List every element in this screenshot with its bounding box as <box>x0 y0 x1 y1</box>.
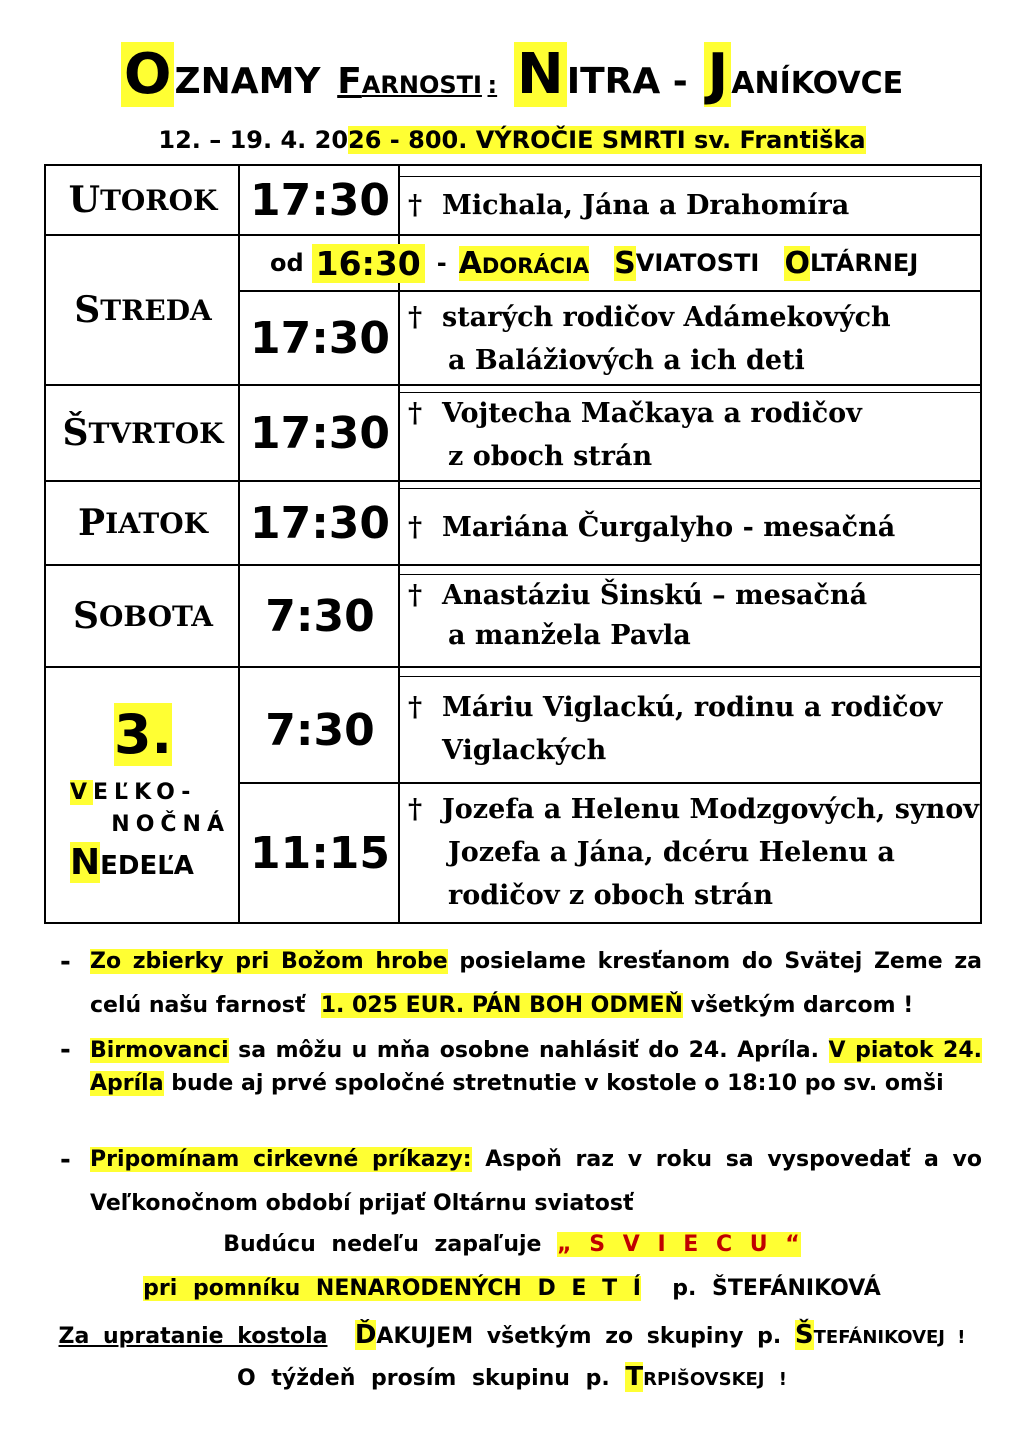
announcement-confirmation: - Birmovanci sa môžu u mňa osobne nahlásiť do 24. Apríla. V piatok 24. Apríla bude aj prvé spoločné stretnutie v kostole o 18:10 po sv. omši <box>60 1035 982 1096</box>
mass-intention: † Jozefa a Helenu Modzgových, synov Jozefa a Jána, dcéru Helenu a rodičov z oboch strán <box>408 794 979 911</box>
announcement-church-rules: - Pripomínam cirkevné príkazy: Aspoň raz v roku sa vyspovedať a vo Veľkonočnom období prijať Oltárnu sviatosť <box>60 1145 983 1216</box>
day-sunday: 3. VEĽKO- NOČNÁ NEDEĽA <box>70 702 230 883</box>
mass-time: 17:30 <box>249 407 391 459</box>
title-initial-n: N <box>514 42 567 107</box>
mass-schedule-table <box>44 164 982 924</box>
mass-time: 17:30 <box>249 312 391 364</box>
sunday-number: 3. <box>113 702 173 766</box>
mass-intention: † Anastáziu Šinskú – mesačná a manžela Pavla <box>408 580 868 651</box>
title-initial-j: J <box>704 42 731 107</box>
day-wednesday: S TREDA <box>74 289 212 331</box>
adoration-time: 16:30 <box>312 244 425 283</box>
title-f: F <box>337 61 362 102</box>
mass-time: 7:30 <box>265 590 375 642</box>
day-friday: P IATOK <box>78 502 208 544</box>
title-oznamy: ZNAMY <box>174 61 321 102</box>
subtitle-dates: 12. – 19. 4. 20 <box>158 126 349 154</box>
page-title <box>0 42 1024 107</box>
adoration-row: od 16:30 - ADORÁCIA S VIATOSTI O LTÁRNEJ <box>270 243 919 283</box>
mass-intention: † Máriu Viglackú, rodinu a rodičov Viglackých <box>408 692 943 766</box>
mass-time: 7:30 <box>265 704 375 756</box>
mass-time: 11:15 <box>249 827 391 879</box>
title-nitra: ITRA - <box>566 61 688 102</box>
cleaning-thanks: Za upratanie kostola ĎAKUJEM všetkým zo skupiny p. ŠTEFÁNIKOVEJ ! <box>58 1320 966 1350</box>
day-thursday: Š TVRTOK <box>62 412 224 454</box>
day-saturday: S OBOTA <box>73 595 213 637</box>
mass-intention: † Michala, Jána a Drahomíra <box>408 189 850 221</box>
title-farnosti: ARNOSTI <box>361 71 482 99</box>
announcement-collection: - Zo zbierky pri Božom hrobe posielame kresťanom do Svätej Zeme za celú našu farnosť 1. 025 EUR. PÁN BOH ODMEŇ všetkým darcom ! <box>60 947 982 1018</box>
day-tuesday: U TOROK <box>68 179 218 221</box>
candle-line-1: Budúcu nedeľu zapaľuje „ S V I E C U “ <box>223 1232 801 1257</box>
title-colon: : <box>487 71 498 99</box>
mass-time: 17:30 <box>249 497 391 549</box>
subtitle-anniversary: 26 - 800. VÝROČIE SMRTI sv. Františka <box>348 126 866 154</box>
title-janikovce: ANÍKOVCE <box>731 66 904 101</box>
mass-intention: † Mariána Čurgalyho - mesačná <box>408 511 896 543</box>
mass-intention: † starých rodičov Adámekových a Balážiových a ich deti <box>408 302 891 376</box>
candle-line-2: pri pomníku NENARODENÝCH D E T Í p. ŠTEFÁNIKOVÁ <box>143 1276 881 1301</box>
subtitle <box>0 126 1024 154</box>
title-initial-o: O <box>121 42 175 107</box>
next-week-request: O týždeň prosím skupinu p. TRPIŠOVSKEJ ! <box>237 1362 787 1392</box>
mass-intention: † Vojtecha Mačkaya a rodičov z oboch strán <box>408 398 862 472</box>
mass-time: 17:30 <box>249 174 391 226</box>
